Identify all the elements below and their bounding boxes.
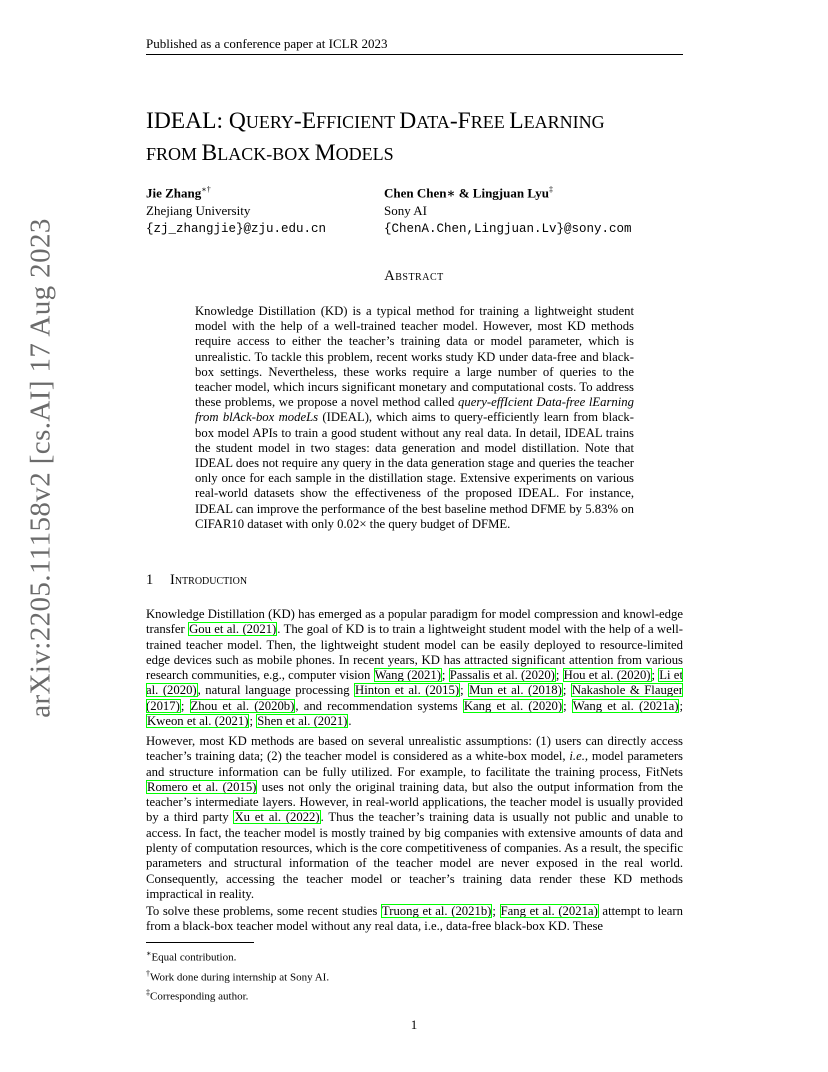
citation-link[interactable]: Li et al. (2020) <box>146 668 683 698</box>
author-1 <box>146 181 326 238</box>
abstract-text-2: (IDEAL), which aims to query-efficiently learn from black-box model APIs to train a good student without any real data. In detail, IDEAL trains the student model in two stages: data generation and model distillation. Note that IDEAL does not require any query in the data generation stage and queries the teacher only once for each sample in the distillation stage. Extensive experiments on various real-world datasets show the effectiveness of the proposed IDEAL. For instance, IDEAL can improve the performance of the best baseline method DFME by 5.83% on CIFAR10 dataset with only 0.02× the query budget of DFME. <box>195 410 634 531</box>
title-line-2: FROM BLACK-BOX MODELS <box>146 140 394 166</box>
citation-link[interactable]: Romero et al. (2015) <box>147 779 257 794</box>
footnotes <box>146 946 329 1005</box>
author-2-name: Chen Chen∗ & Lingjuan Lyu <box>384 185 550 201</box>
section-title: Introduction <box>170 572 248 588</box>
author-2 <box>384 181 632 238</box>
citation-link[interactable]: Kang et al. (2020) <box>463 698 563 713</box>
paper-title <box>146 106 686 170</box>
title-line-1: IDEAL: QUERY-EFFICIENT DATA-FREE LEARNING <box>146 108 605 134</box>
page-number: 1 <box>410 1017 418 1032</box>
header-rule <box>146 54 683 55</box>
footnote-rule <box>146 942 254 943</box>
citation-link[interactable]: Mun et al. (2018) <box>469 683 562 698</box>
abstract-body <box>195 304 634 532</box>
running-header: Published as a conference paper at ICLR 2023 <box>146 36 388 51</box>
citation-link[interactable]: Shen et al. (2021) <box>257 714 348 729</box>
citation-link[interactable]: Zhou et al. (2020b) <box>190 698 295 713</box>
abstract-heading: Abstract <box>384 268 444 284</box>
citation-link[interactable]: Kweon et al. (2021) <box>147 714 249 729</box>
intro-paragraph-3: To solve these problems, some recent studies Truong et al. (2021b); Fang et al. (2021a) attempt to learn from a black-box teacher model without any real data, i.e., data-free black-box KD. These <box>146 904 683 934</box>
abstract-method-name: query-effIcient Data-free lEarning from blAck-box modeLs <box>195 395 634 425</box>
footnote-2: †Work done during internship at Sony AI. <box>146 968 330 984</box>
author-1-affiliation: Zhejiang University <box>146 203 251 219</box>
author-1-email[interactable]: {zj_zhangjie}@zju.edu.cn <box>146 222 327 237</box>
author-2-affiliation: Sony AI <box>384 203 427 219</box>
author-2-email[interactable]: {ChenA.Chen,Lingjuan.Lv}@sony.com <box>384 222 632 237</box>
footnote-3: ‡Corresponding author. <box>146 988 249 1003</box>
author-1-marks: ∗† <box>201 185 211 194</box>
author-2-marks: ‡ <box>549 185 554 194</box>
citation-link[interactable]: Hinton et al. (2015) <box>355 683 460 698</box>
section-number: 1 <box>146 572 154 588</box>
arxiv-stamp: arXiv:2205.11158v2 [cs.AI] 17 Aug 2023 <box>24 218 57 718</box>
citation-link[interactable]: Passalis et al. (2020) <box>449 668 555 683</box>
author-1-name: Jie Zhang <box>146 185 202 201</box>
citation-link[interactable]: Wang (2021) <box>374 668 441 683</box>
citation-link[interactable]: Gou et al. (2021) <box>189 622 277 637</box>
citation-link[interactable]: Fang et al. (2021a) <box>500 904 598 918</box>
citation-link[interactable]: Wang et al. (2021a) <box>572 698 679 713</box>
citation-link[interactable]: Nakashole & Flauger (2017) <box>146 683 683 713</box>
intro-paragraph-1: Knowledge Distillation (KD) has emerged as a popular paradigm for model compression and knowl-edge transfer Gou et al. (2021). The goal of KD is to train a lightweight student model with the help of a well-trained teacher model. Then, the lightweight student model can be easily deployed to resource-limited edge devices such as mobile phones. In recent years, KD has attracted significant attention from various research communities, e.g., computer vision Wang (2021); Passalis et al. (2020); Hou et al. (2020); Li et al. (2020), natural language processing Hinton et al. (2015); Mun et al. (2018); Nakashole & Flauger (2017); Zhou et al. (2020b), and recommendation systems Kang et al. (2020); Wang et al. (2021a); Kweon et al. (2021); Shen et al. (2021). <box>146 607 683 729</box>
citation-link[interactable]: Xu et al. (2022) <box>234 810 320 825</box>
intro-paragraph-2: However, most KD methods are based on several unrealistic assumptions: (1) users can directly access teacher’s training data; (2) the teacher model is considered as a white-box model, i.e., model parameters and structure information can be fully utilized. For example, to facilitate the training process, FitNets Romero et al. (2015) uses not only the original training data, but also the output information from the teacher’s intermediate layers. However, in real-world applications, the teacher model is usually provided by a third party Xu et al. (2022). Thus the teacher’s training data is usually not public and unable to access. In fact, the teacher model is mostly trained by big companies with extensive amounts of data and plenty of computation resources, which is the core competitiveness of companies. As a result, the specific parameters and structural information of the teacher model are never exposed in the real world. Consequently, accessing the teacher model or teacher’s training data render these KD methods impractical in reality. <box>146 734 683 901</box>
footnote-1: ∗Equal contribution. <box>146 949 237 964</box>
citation-link[interactable]: Hou et al. (2020) <box>563 668 651 683</box>
emphasis: i.e., <box>569 749 589 764</box>
section-heading-introduction <box>146 572 247 589</box>
abstract-text-1: Knowledge Distillation (KD) is a typical method for training a lightweight student model with the help of a well-trained teacher model. However, most KD methods require access to either the teacher’s training data or model parameter, which is unrealistic. To tackle this problem, recent works study KD under data-free and black-box settings. Nevertheless, these works require a large number of queries to the teacher model, which incurs significant monetary and computational costs. To address these problems, we propose a novel method called <box>195 304 634 410</box>
citation-link[interactable]: Truong et al. (2021b) <box>381 904 492 918</box>
